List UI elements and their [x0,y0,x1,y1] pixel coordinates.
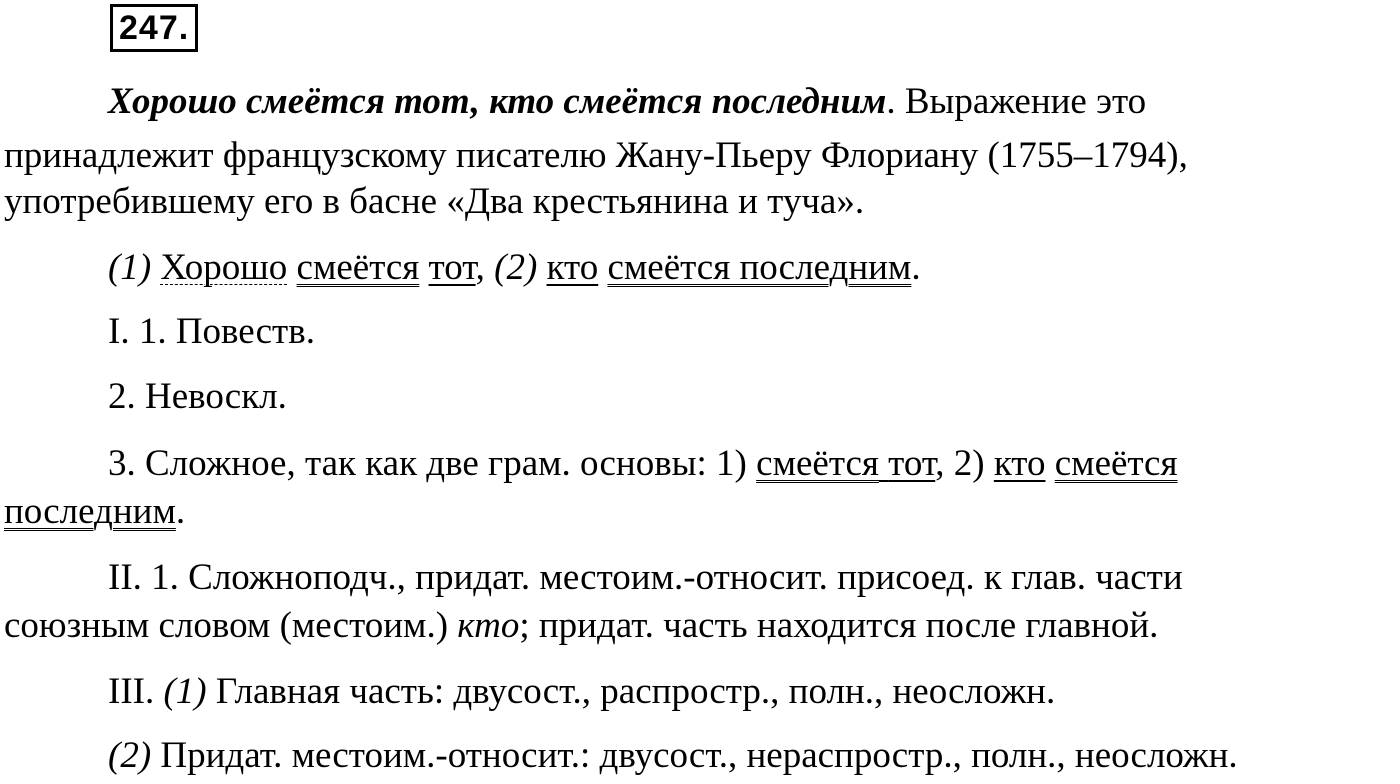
analysis-i-2: 2. Невоскл. [108,376,287,417]
intro-line-1-rest: . Выражение это [886,81,1147,122]
basis1-predicate: смеётся [756,443,879,484]
analysis-iii-2 [4,728,1400,784]
analysis-iii-text-1: Главная часть: двусост., распростр., полн., неосложн. [206,671,1056,712]
basis2-space [1045,443,1054,484]
analysis-iii-marker-2: (2) [108,735,152,776]
adverbial-word: Хорошо [160,247,288,288]
intro-line-1 [4,74,1400,130]
predicate-2: смеётся последним [607,247,912,288]
analysis-i-3-line-2 [4,484,1396,540]
predicate-1: смеётся [296,247,420,288]
analysis-i-3-end: . [175,491,186,532]
conjunctive-word: кто [457,605,520,646]
subject-2: кто [546,247,599,288]
basis1-space [879,443,888,484]
analysis-i-1: I. 1. Повеств. [108,311,315,352]
analysis-iii-text-2: Придат. местоим.-относит.: двусост., нераспростр., полн., неосложн. [151,735,1238,776]
clause-marker-1: (1) [108,247,152,288]
analysis-i-3-lead: 3. Сложное, так как две грам. основы: 1) [108,443,757,484]
basis2-subject: кто [993,443,1046,484]
basis1-subject: тот [888,443,936,484]
clause-marker-2: (2) [494,247,538,288]
intro-quote: Хорошо смеётся тот, кто смеётся последним [108,81,887,122]
parsed-sentence [4,240,1400,296]
basis2-predicate-2: последним [4,491,176,532]
comma: , [475,247,485,288]
intro-line-3: употребившему его в басне «Два крестьянина и туча». [4,181,865,222]
analysis-iii-marker-1: (1) [163,671,207,712]
analysis-ii-line-2-post: ; придат. часть находится после главной. [519,605,1159,646]
exercise-number: 247. [110,4,198,52]
analysis-ii-line-2 [4,598,1396,654]
analysis-ii-line-1: II. 1. Сложноподч., придат. местоим.-относит. присоед. к глав. части [108,557,1183,598]
intro-line-2: принадлежит французскому писателю Жану-Пьеру Флориану (1755–1794), [4,135,1188,176]
subject-1: тот [428,247,476,288]
analysis-i-3-mid: , 2) [935,443,994,484]
basis2-predicate-1: смеётся [1054,443,1178,484]
analysis-ii-line-2-pre: союзным словом (местоим.) [4,605,458,646]
sentence-end: . [911,247,921,288]
analysis-iii-lead: III. [108,671,164,712]
analysis-iii-1 [4,664,1400,720]
